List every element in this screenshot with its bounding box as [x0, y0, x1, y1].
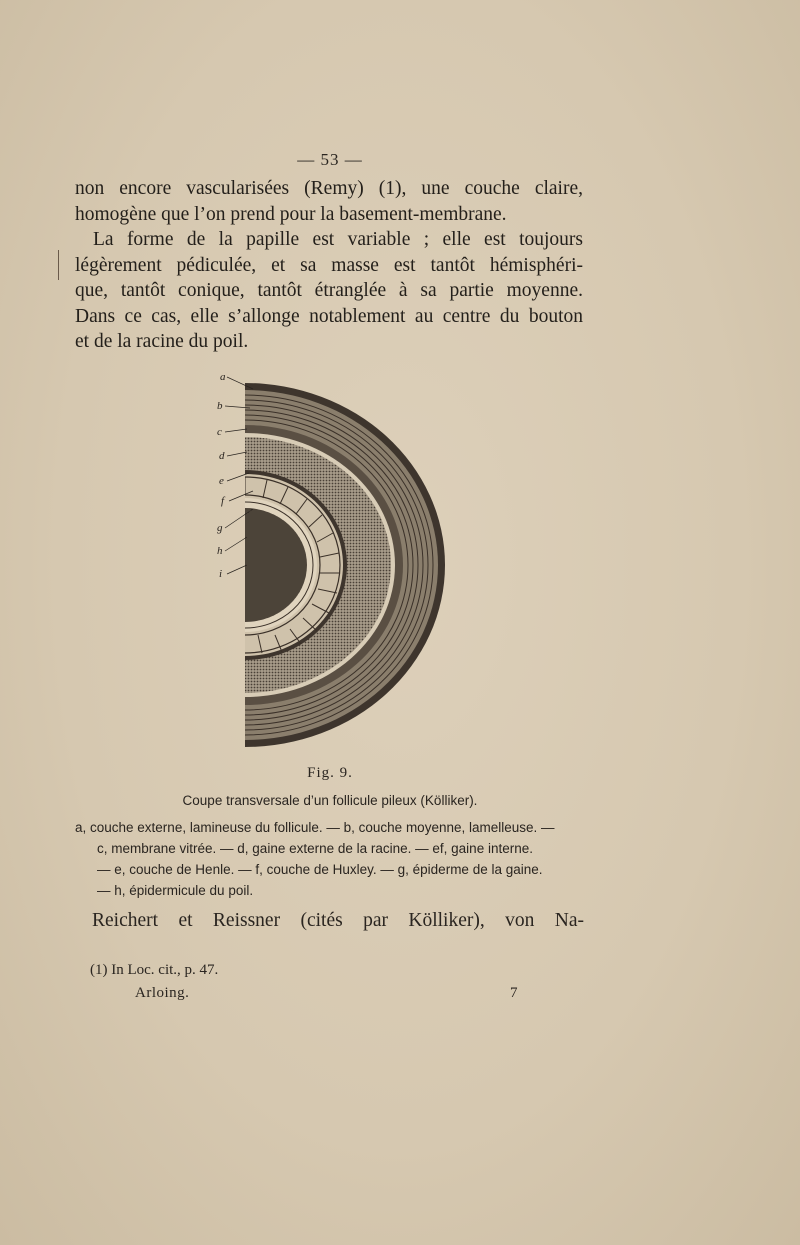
follicle-illustration [205, 365, 455, 755]
fig-letter-h: h [217, 545, 223, 557]
signature-number: 7 [510, 985, 518, 1001]
legend-line: — h, épidermicule du poil. [97, 883, 254, 898]
legend-line: — e, couche de Henle. — f, couche de Huxley. — g, épiderme de la gaine. [97, 862, 543, 877]
figure-legend [75, 817, 585, 901]
footnote: (1) In Loc. cit., p. 47. [90, 962, 219, 978]
fig-letter-b: b [217, 400, 223, 412]
text-line: non encore vascularisées (Remy) (1), une couche claire, [75, 178, 583, 199]
main-text [75, 176, 583, 355]
text-line: homogène que l’on prend pour la basement-membrane. [75, 203, 507, 225]
figure-label: Fig. 9. [307, 765, 353, 781]
signature-mark: Arloing. [135, 985, 190, 1001]
fig-letter-c: c [217, 426, 222, 438]
fig-letter-e: e [219, 475, 224, 487]
legend-line: c, membrane vitrée. — d, gaine externe de la racine. — ef, gaine interne. [97, 841, 533, 856]
follicle-cross-section-figure [205, 365, 455, 755]
page-number: — 53 — [297, 150, 363, 169]
text-line: et de la racine du poil. [75, 331, 249, 352]
text-line: Dans ce cas, elle s’allonge notablement au centre du bouton [75, 305, 583, 327]
fig-letter-i: i [219, 568, 223, 580]
continuation-line: Reichert et Reissner (cités par Kölliker), von Na- [92, 910, 584, 931]
text-line: légèrement pédiculée, et sa masse est tantôt hémisphéri- [75, 254, 583, 276]
fig-letter-g: g [217, 522, 223, 534]
text-line: que, tantôt conique, tantôt étranglée à sa partie moyenne. [75, 280, 583, 301]
fig-letter-f: f [221, 495, 225, 507]
figure-caption-title: Coupe transversale d’un follicule pileux (Kölliker). [182, 793, 478, 808]
fig-letter-d: d [219, 450, 225, 462]
text-line: La forme de la papille est variable ; elle est toujours [93, 229, 583, 250]
legend-line: a, couche externe, lamineuse du follicule. — b, couche moyenne, lamelleuse. — [75, 820, 555, 835]
fig-letter-a: a [220, 371, 226, 383]
margin-pencil-mark [58, 250, 65, 280]
